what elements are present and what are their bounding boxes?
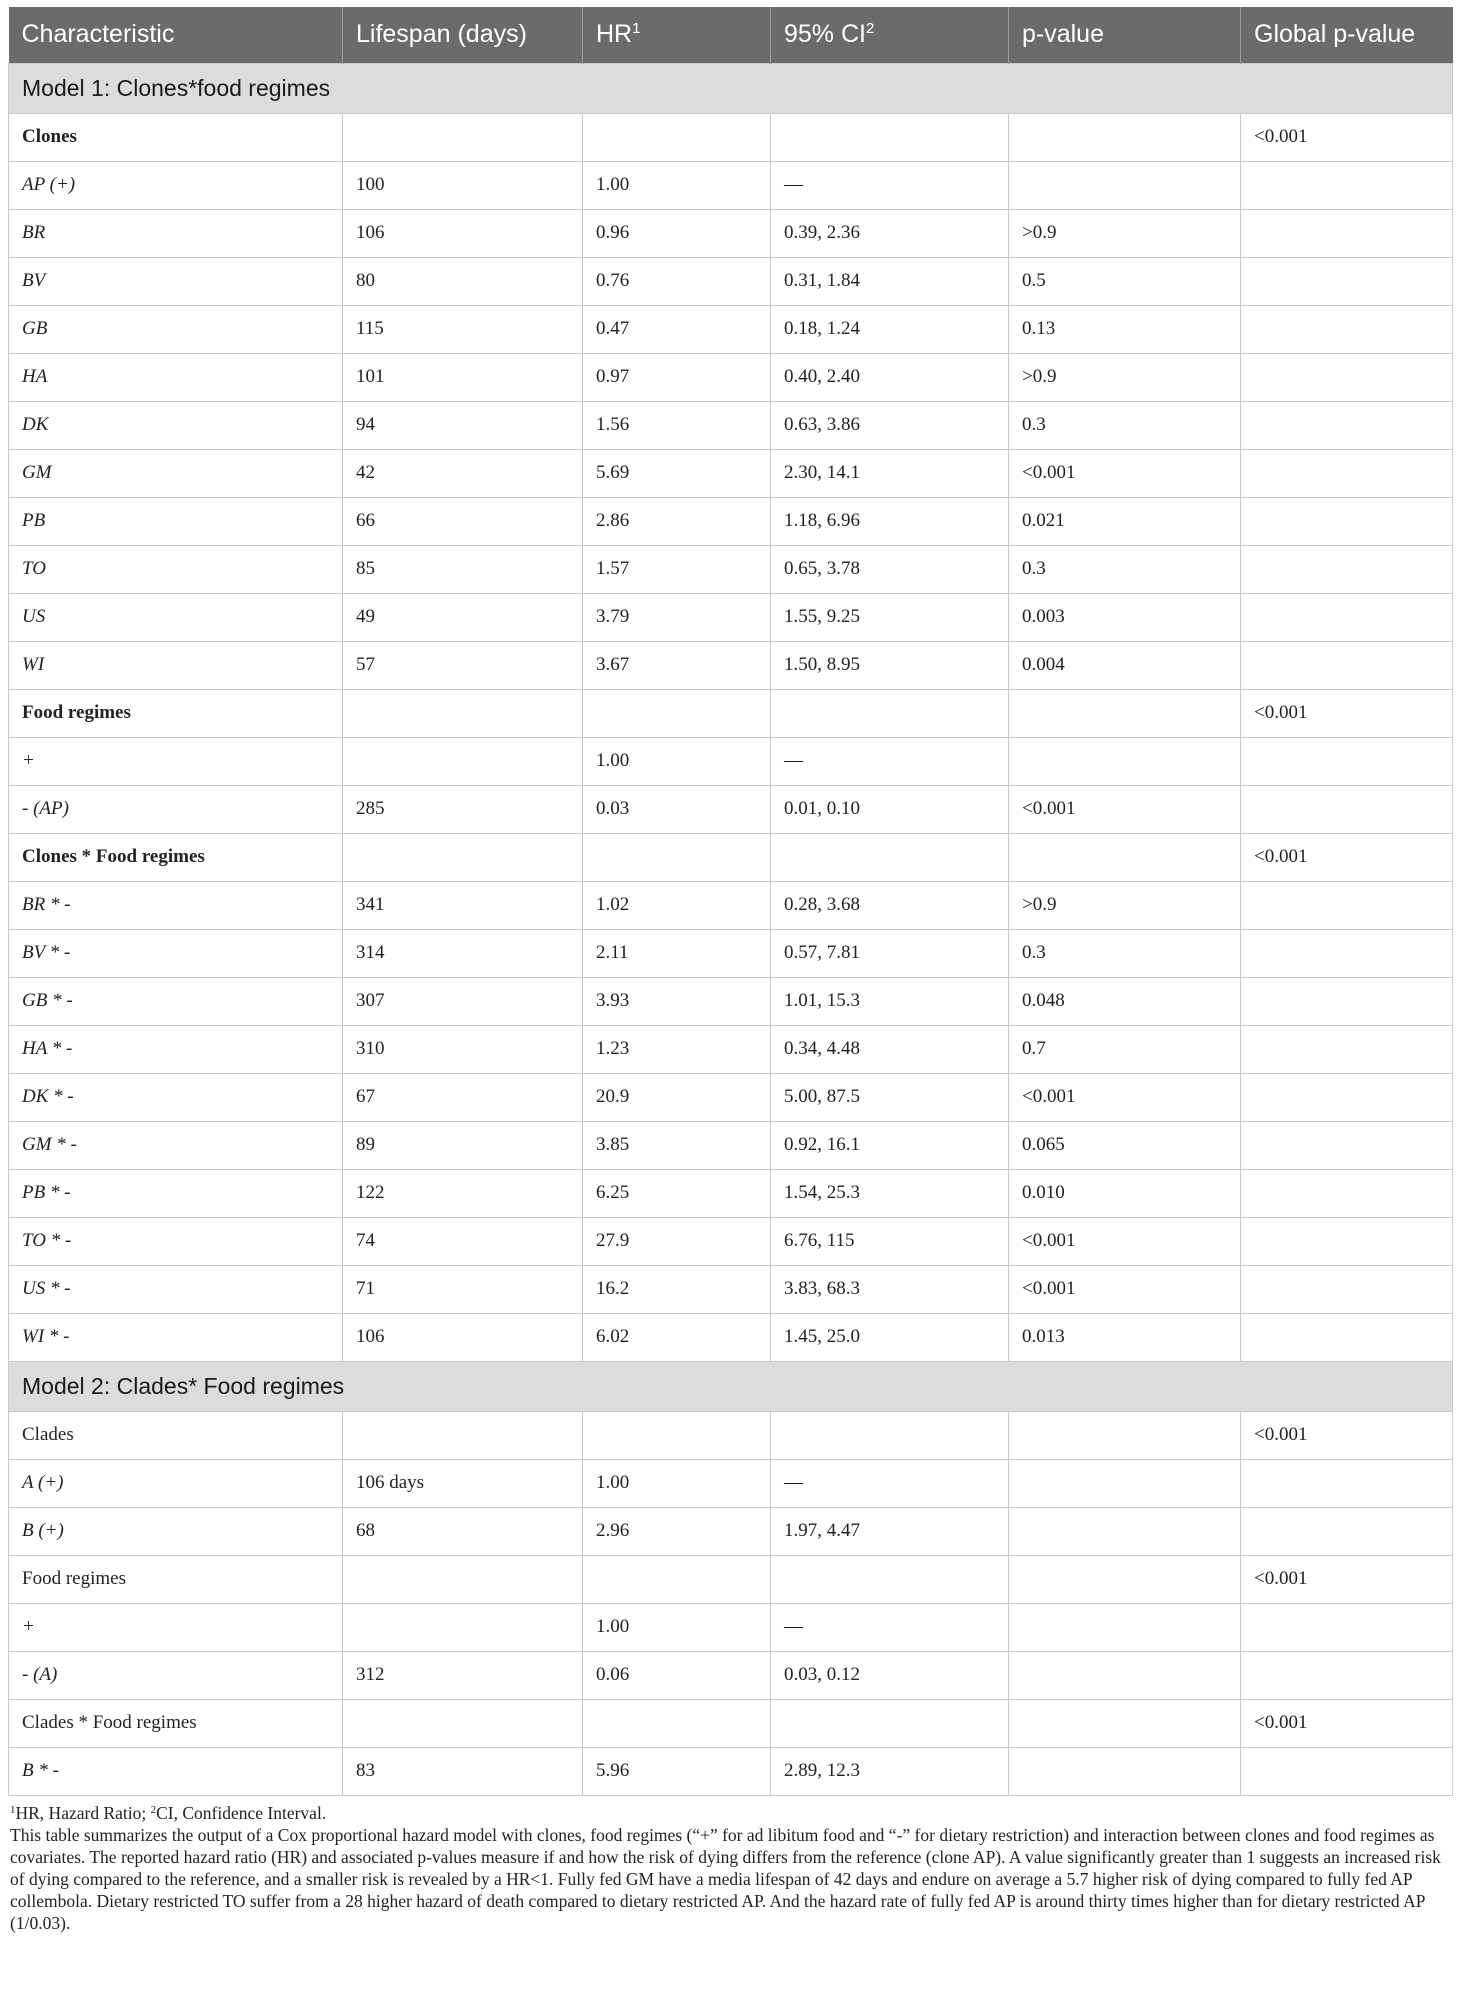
row-characteristic: - (AP) [9, 785, 343, 833]
row-lifespan: 310 [343, 1025, 583, 1073]
empty-cell [343, 1555, 583, 1603]
row-pvalue: 0.13 [1009, 305, 1241, 353]
row-confidence-interval: 1.97, 4.47 [771, 1507, 1009, 1555]
group-heading-row [9, 1411, 1453, 1459]
row-lifespan: 285 [343, 785, 583, 833]
header-ci-label: 95% CI [784, 20, 866, 48]
group-label: Clones * Food regimes [9, 833, 343, 881]
table-row [9, 1459, 1453, 1507]
table-row [9, 401, 1453, 449]
row-global-pvalue [1241, 1459, 1453, 1507]
empty-cell [343, 1411, 583, 1459]
model-heading-row [9, 63, 1453, 113]
row-lifespan: 67 [343, 1073, 583, 1121]
row-characteristic: BR [9, 209, 343, 257]
row-confidence-interval: 0.65, 3.78 [771, 545, 1009, 593]
row-lifespan: 74 [343, 1217, 583, 1265]
header-ci [771, 7, 1009, 63]
row-hazard-ratio: 1.23 [583, 1025, 771, 1073]
row-global-pvalue [1241, 1507, 1453, 1555]
table-row [9, 785, 1453, 833]
row-lifespan: 83 [343, 1747, 583, 1795]
row-lifespan: 80 [343, 257, 583, 305]
table-row [9, 209, 1453, 257]
group-global-pvalue: <0.001 [1241, 689, 1453, 737]
row-confidence-interval: 0.31, 1.84 [771, 257, 1009, 305]
table-row [9, 257, 1453, 305]
model-title: Model 1: Clones*food regimes [9, 63, 1453, 113]
empty-cell [583, 833, 771, 881]
row-lifespan: 100 [343, 161, 583, 209]
row-characteristic: TO * - [9, 1217, 343, 1265]
row-pvalue: 0.3 [1009, 929, 1241, 977]
row-confidence-interval: 1.54, 25.3 [771, 1169, 1009, 1217]
row-pvalue: 0.013 [1009, 1313, 1241, 1361]
row-hazard-ratio: 0.96 [583, 209, 771, 257]
row-confidence-interval: 3.83, 68.3 [771, 1265, 1009, 1313]
table-row [9, 161, 1453, 209]
row-lifespan: 68 [343, 1507, 583, 1555]
empty-cell [583, 113, 771, 161]
row-characteristic: B * - [9, 1747, 343, 1795]
row-lifespan: 106 [343, 1313, 583, 1361]
row-hazard-ratio: 5.96 [583, 1747, 771, 1795]
group-label: Food regimes [9, 689, 343, 737]
row-hazard-ratio: 1.02 [583, 881, 771, 929]
table-body [9, 63, 1453, 1795]
row-pvalue: <0.001 [1009, 785, 1241, 833]
row-characteristic: BR * - [9, 881, 343, 929]
empty-cell [343, 689, 583, 737]
table-row [9, 641, 1453, 689]
table-row [9, 1121, 1453, 1169]
table-row [9, 449, 1453, 497]
group-label: Clades * Food regimes [9, 1699, 343, 1747]
row-characteristic: BV [9, 257, 343, 305]
table-row [9, 497, 1453, 545]
row-hazard-ratio: 1.00 [583, 1603, 771, 1651]
row-hazard-ratio: 20.9 [583, 1073, 771, 1121]
table-row [9, 1217, 1453, 1265]
row-hazard-ratio: 3.79 [583, 593, 771, 641]
row-hazard-ratio: 2.86 [583, 497, 771, 545]
row-pvalue: <0.001 [1009, 449, 1241, 497]
row-confidence-interval: 0.03, 0.12 [771, 1651, 1009, 1699]
row-lifespan: 49 [343, 593, 583, 641]
row-pvalue: >0.9 [1009, 881, 1241, 929]
row-characteristic: GB [9, 305, 343, 353]
row-pvalue [1009, 1603, 1241, 1651]
empty-cell [343, 1699, 583, 1747]
row-confidence-interval: 6.76, 115 [771, 1217, 1009, 1265]
footnote-hr-text: HR, Hazard Ratio; [15, 1802, 151, 1823]
row-confidence-interval: — [771, 1603, 1009, 1651]
row-confidence-interval: — [771, 161, 1009, 209]
row-global-pvalue [1241, 1603, 1453, 1651]
table-header [9, 7, 1453, 63]
row-confidence-interval: — [771, 737, 1009, 785]
row-lifespan: 89 [343, 1121, 583, 1169]
header-hr-label: HR [596, 20, 633, 48]
table-row [9, 1025, 1453, 1073]
row-global-pvalue [1241, 257, 1453, 305]
row-pvalue: 0.3 [1009, 401, 1241, 449]
row-lifespan [343, 1603, 583, 1651]
row-lifespan: 312 [343, 1651, 583, 1699]
footnote-ci-text: CI, Confidence Interval. [156, 1802, 327, 1823]
row-confidence-interval: 1.50, 8.95 [771, 641, 1009, 689]
row-pvalue [1009, 1747, 1241, 1795]
table-row [9, 737, 1453, 785]
header-ci-footnote-mark: 2 [865, 20, 875, 37]
row-confidence-interval: 0.40, 2.40 [771, 353, 1009, 401]
row-confidence-interval: 0.01, 0.10 [771, 785, 1009, 833]
group-heading-row [9, 833, 1453, 881]
row-hazard-ratio: 0.47 [583, 305, 771, 353]
group-global-pvalue: <0.001 [1241, 833, 1453, 881]
model-title: Model 2: Clades* Food regimes [9, 1361, 1453, 1411]
row-hazard-ratio: 27.9 [583, 1217, 771, 1265]
header-lifespan-label: Lifespan (days) [356, 20, 527, 48]
table-row [9, 353, 1453, 401]
row-lifespan: 85 [343, 545, 583, 593]
group-global-pvalue: <0.001 [1241, 1555, 1453, 1603]
table-row [9, 1507, 1453, 1555]
header-row [9, 7, 1453, 63]
row-lifespan: 57 [343, 641, 583, 689]
table-row [9, 1313, 1453, 1361]
table-row [9, 545, 1453, 593]
table-row [9, 1747, 1453, 1795]
row-hazard-ratio: 3.85 [583, 1121, 771, 1169]
empty-cell [583, 1699, 771, 1747]
row-global-pvalue [1241, 161, 1453, 209]
group-heading-row [9, 113, 1453, 161]
row-characteristic: TO [9, 545, 343, 593]
row-pvalue: 0.7 [1009, 1025, 1241, 1073]
row-lifespan: 307 [343, 977, 583, 1025]
table-row [9, 593, 1453, 641]
row-confidence-interval: 0.92, 16.1 [771, 1121, 1009, 1169]
row-characteristic: GB * - [9, 977, 343, 1025]
row-hazard-ratio: 3.93 [583, 977, 771, 1025]
row-global-pvalue [1241, 1313, 1453, 1361]
row-hazard-ratio: 1.56 [583, 401, 771, 449]
group-heading-row [9, 1555, 1453, 1603]
row-global-pvalue [1241, 737, 1453, 785]
row-global-pvalue [1241, 401, 1453, 449]
row-pvalue [1009, 737, 1241, 785]
header-global-pvalue [1241, 7, 1453, 63]
row-hazard-ratio: 2.96 [583, 1507, 771, 1555]
empty-cell [1009, 113, 1241, 161]
row-global-pvalue [1241, 929, 1453, 977]
row-hazard-ratio: 5.69 [583, 449, 771, 497]
group-global-pvalue: <0.001 [1241, 1699, 1453, 1747]
row-hazard-ratio: 1.57 [583, 545, 771, 593]
row-characteristic: PB * - [9, 1169, 343, 1217]
row-characteristic: WI * - [9, 1313, 343, 1361]
row-pvalue: 0.003 [1009, 593, 1241, 641]
table-row [9, 1265, 1453, 1313]
group-label: Clades [9, 1411, 343, 1459]
row-global-pvalue [1241, 593, 1453, 641]
row-pvalue: <0.001 [1009, 1217, 1241, 1265]
row-global-pvalue [1241, 1651, 1453, 1699]
empty-cell [1009, 1411, 1241, 1459]
group-label: Clones [9, 113, 343, 161]
row-pvalue: <0.001 [1009, 1073, 1241, 1121]
row-confidence-interval: 0.39, 2.36 [771, 209, 1009, 257]
model-heading-row [9, 1361, 1453, 1411]
row-global-pvalue [1241, 1217, 1453, 1265]
table-row [9, 881, 1453, 929]
empty-cell [343, 833, 583, 881]
row-characteristic: WI [9, 641, 343, 689]
row-lifespan: 42 [343, 449, 583, 497]
group-heading-row [9, 1699, 1453, 1747]
row-hazard-ratio: 3.67 [583, 641, 771, 689]
row-characteristic: + [9, 1603, 343, 1651]
row-pvalue: 0.010 [1009, 1169, 1241, 1217]
row-pvalue [1009, 1459, 1241, 1507]
row-global-pvalue [1241, 785, 1453, 833]
table-description: This table summarizes the output of a Cox proportional hazard model with clones, food regimes (“+” for ad libitum food and “-” for dietary restriction) and interaction between clones and food regimes as covariates. The reported hazard ratio (HR) and associated p-values measure if and how the risk of dying differs from the reference (clone AP). A value significantly greater than 1 suggests an increased risk of dying compared to the reference, and a smaller risk is revealed by a HR<1. Fully fed GM have a media lifespan of 42 days and endure on average a 5.7 higher risk of dying compared to fully fed AP collembola. Dietary restricted TO suffer from a 28 higher hazard of death compared to dietary restricted AP. And the hazard rate of fully fed AP is around thirty times higher than for dietary restricted AP (1/0.03). [10, 1824, 1441, 1933]
row-hazard-ratio: 1.00 [583, 161, 771, 209]
row-lifespan: 314 [343, 929, 583, 977]
footnote-mark-2: 2 [150, 1803, 157, 1816]
row-characteristic: B (+) [9, 1507, 343, 1555]
row-global-pvalue [1241, 305, 1453, 353]
table-row [9, 1073, 1453, 1121]
row-confidence-interval: 0.63, 3.86 [771, 401, 1009, 449]
row-hazard-ratio: 6.25 [583, 1169, 771, 1217]
row-pvalue: 0.048 [1009, 977, 1241, 1025]
row-pvalue [1009, 1651, 1241, 1699]
row-confidence-interval: 2.89, 12.3 [771, 1747, 1009, 1795]
row-hazard-ratio: 0.06 [583, 1651, 771, 1699]
row-characteristic: - (A) [9, 1651, 343, 1699]
row-hazard-ratio: 0.97 [583, 353, 771, 401]
row-hazard-ratio: 6.02 [583, 1313, 771, 1361]
row-lifespan: 341 [343, 881, 583, 929]
row-pvalue: 0.021 [1009, 497, 1241, 545]
row-global-pvalue [1241, 497, 1453, 545]
empty-cell [771, 1699, 1009, 1747]
header-hr-footnote-mark: 1 [632, 20, 641, 37]
row-global-pvalue [1241, 1025, 1453, 1073]
group-global-pvalue: <0.001 [1241, 113, 1453, 161]
header-characteristic [9, 7, 343, 63]
row-lifespan: 115 [343, 305, 583, 353]
table-row [9, 977, 1453, 1025]
empty-cell [1009, 689, 1241, 737]
row-pvalue: 0.004 [1009, 641, 1241, 689]
row-characteristic: HA [9, 353, 343, 401]
header-pvalue [1009, 7, 1241, 63]
footnote-mark-1: 1 [10, 1803, 16, 1816]
row-lifespan: 122 [343, 1169, 583, 1217]
row-global-pvalue [1241, 1265, 1453, 1313]
empty-cell [771, 833, 1009, 881]
group-label: Food regimes [9, 1555, 343, 1603]
table-row [9, 1603, 1453, 1651]
row-lifespan: 106 days [343, 1459, 583, 1507]
row-pvalue: >0.9 [1009, 209, 1241, 257]
row-global-pvalue [1241, 1747, 1453, 1795]
row-pvalue: 0.3 [1009, 545, 1241, 593]
empty-cell [343, 113, 583, 161]
row-characteristic: US * - [9, 1265, 343, 1313]
row-confidence-interval: 2.30, 14.1 [771, 449, 1009, 497]
row-lifespan: 66 [343, 497, 583, 545]
empty-cell [1009, 1555, 1241, 1603]
row-pvalue: 0.5 [1009, 257, 1241, 305]
row-characteristic: BV * - [9, 929, 343, 977]
header-hr [583, 7, 771, 63]
header-pvalue-label: p-value [1022, 20, 1104, 48]
empty-cell [771, 689, 1009, 737]
group-heading-row [9, 689, 1453, 737]
row-confidence-interval: 0.34, 4.48 [771, 1025, 1009, 1073]
row-confidence-interval: 1.18, 6.96 [771, 497, 1009, 545]
row-characteristic: DK [9, 401, 343, 449]
row-characteristic: AP (+) [9, 161, 343, 209]
row-hazard-ratio: 0.76 [583, 257, 771, 305]
row-lifespan: 71 [343, 1265, 583, 1313]
row-confidence-interval: 0.18, 1.24 [771, 305, 1009, 353]
row-pvalue [1009, 161, 1241, 209]
table-footnotes [8, 1802, 1452, 1934]
row-confidence-interval: 1.55, 9.25 [771, 593, 1009, 641]
row-global-pvalue [1241, 209, 1453, 257]
row-pvalue [1009, 1507, 1241, 1555]
header-global-pvalue-label: Global p-value [1254, 20, 1416, 48]
empty-cell [583, 1411, 771, 1459]
group-global-pvalue: <0.001 [1241, 1411, 1453, 1459]
row-pvalue: >0.9 [1009, 353, 1241, 401]
empty-cell [1009, 1699, 1241, 1747]
row-hazard-ratio: 16.2 [583, 1265, 771, 1313]
row-global-pvalue [1241, 1073, 1453, 1121]
row-characteristic: GM * - [9, 1121, 343, 1169]
row-global-pvalue [1241, 545, 1453, 593]
row-characteristic: GM [9, 449, 343, 497]
cox-model-table [8, 7, 1453, 1796]
row-confidence-interval: 1.45, 25.0 [771, 1313, 1009, 1361]
row-global-pvalue [1241, 881, 1453, 929]
row-lifespan: 106 [343, 209, 583, 257]
empty-cell [771, 1411, 1009, 1459]
row-global-pvalue [1241, 449, 1453, 497]
empty-cell [1009, 833, 1241, 881]
row-hazard-ratio: 2.11 [583, 929, 771, 977]
row-lifespan: 94 [343, 401, 583, 449]
empty-cell [771, 1555, 1009, 1603]
row-characteristic: DK * - [9, 1073, 343, 1121]
row-hazard-ratio: 1.00 [583, 737, 771, 785]
row-global-pvalue [1241, 977, 1453, 1025]
table-row [9, 305, 1453, 353]
empty-cell [583, 689, 771, 737]
row-characteristic: PB [9, 497, 343, 545]
row-hazard-ratio: 0.03 [583, 785, 771, 833]
row-pvalue: <0.001 [1009, 1265, 1241, 1313]
row-pvalue: 0.065 [1009, 1121, 1241, 1169]
row-characteristic: + [9, 737, 343, 785]
row-lifespan: 101 [343, 353, 583, 401]
header-characteristic-label: Characteristic [21, 20, 175, 48]
row-confidence-interval: 0.28, 3.68 [771, 881, 1009, 929]
row-lifespan [343, 737, 583, 785]
row-confidence-interval: 1.01, 15.3 [771, 977, 1009, 1025]
empty-cell [583, 1555, 771, 1603]
row-characteristic: A (+) [9, 1459, 343, 1507]
row-characteristic: HA * - [9, 1025, 343, 1073]
row-global-pvalue [1241, 641, 1453, 689]
row-characteristic: US [9, 593, 343, 641]
header-lifespan [343, 7, 583, 63]
table-row [9, 1169, 1453, 1217]
empty-cell [771, 113, 1009, 161]
table-container [8, 7, 1452, 1934]
table-row [9, 929, 1453, 977]
row-global-pvalue [1241, 1121, 1453, 1169]
row-hazard-ratio: 1.00 [583, 1459, 771, 1507]
row-confidence-interval: 0.57, 7.81 [771, 929, 1009, 977]
row-confidence-interval: — [771, 1459, 1009, 1507]
row-confidence-interval: 5.00, 87.5 [771, 1073, 1009, 1121]
abbreviation-footnote [10, 1802, 1450, 1824]
row-global-pvalue [1241, 1169, 1453, 1217]
row-global-pvalue [1241, 353, 1453, 401]
table-row [9, 1651, 1453, 1699]
